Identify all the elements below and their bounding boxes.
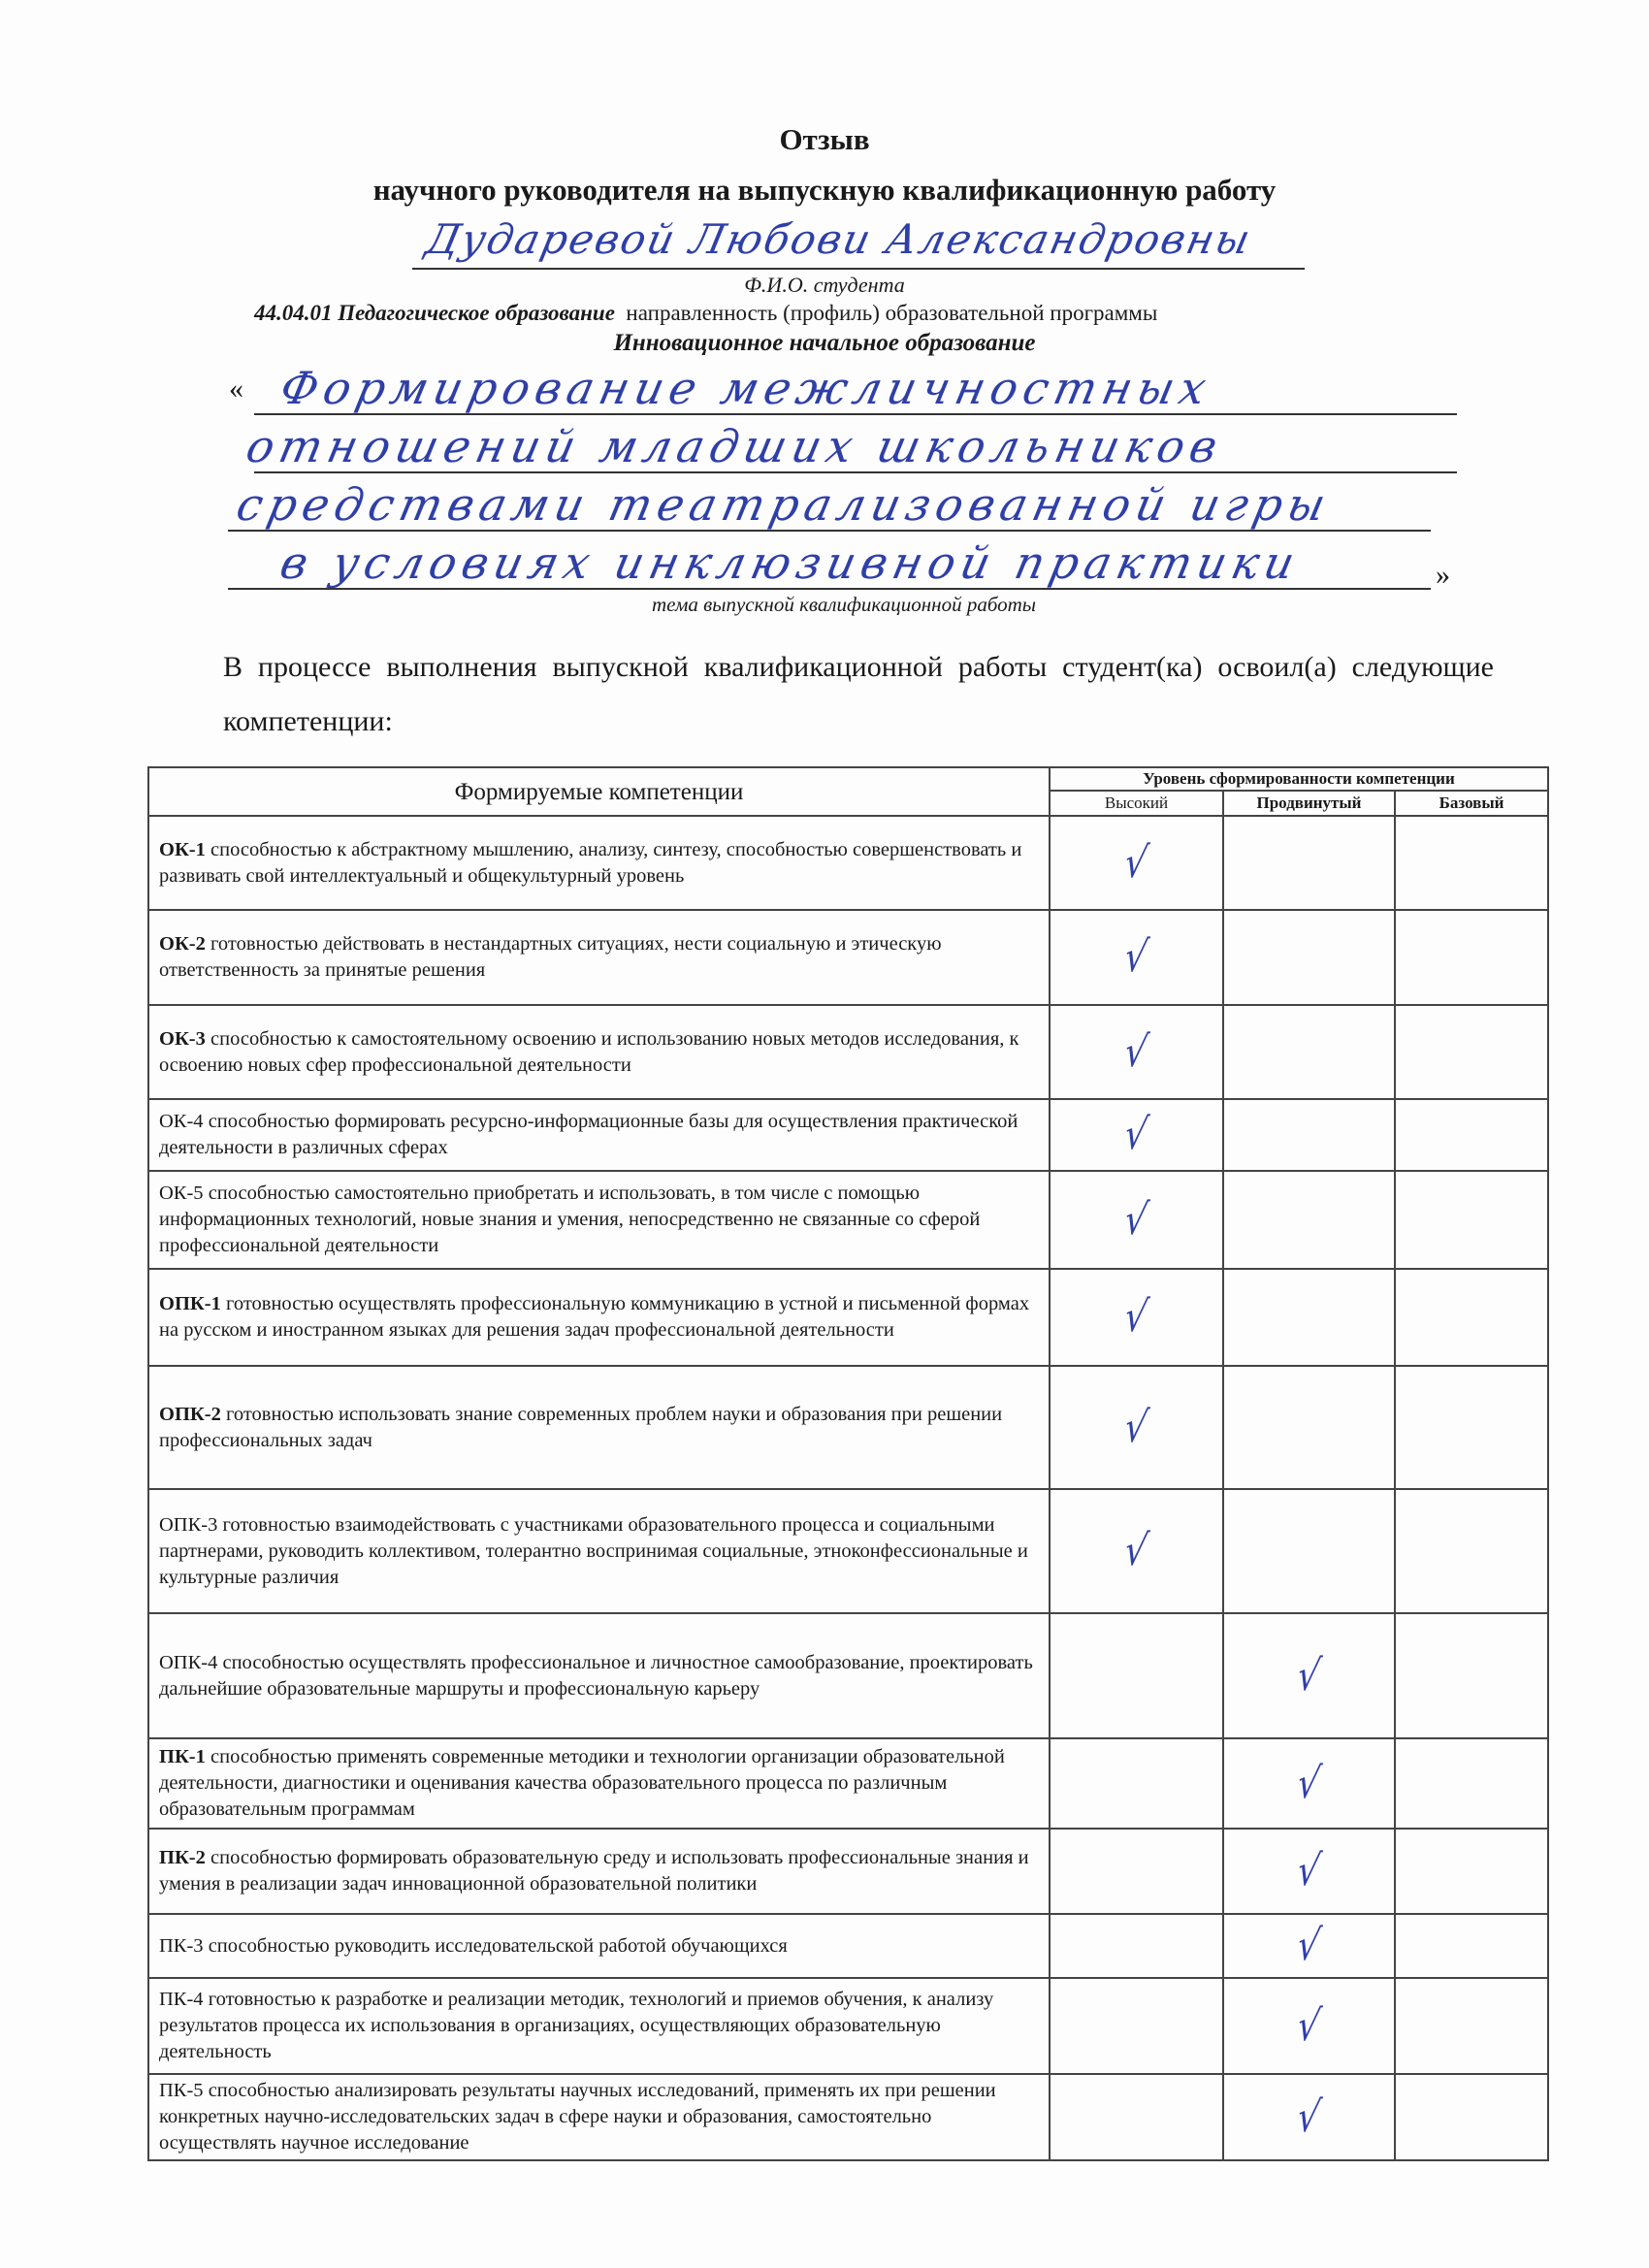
- level-cell-high: [1050, 1829, 1223, 1914]
- competence-description: готовностью осуществлять профессиональную коммуникацию в устной и письменной формах на русском и иностранном языках для решения задач профессиональной деятельности: [159, 1293, 1030, 1341]
- level-cell-advanced: [1223, 1738, 1395, 1829]
- program-code: 44.04.01 Педагогическое образование: [254, 301, 615, 325]
- header-level: Уровень сформированности компетенции: [1050, 767, 1548, 791]
- check-mark-icon: √: [1120, 1292, 1152, 1342]
- competence-description: способностью анализировать результаты научных исследований, применять их при решении конкретных научно-исследовательских задач в сфере науки и образования, самостоятельно осуществлять научное исследование: [159, 2080, 996, 2154]
- competence-code: ОПК-2: [159, 1403, 221, 1425]
- level-cell-high: [1050, 1978, 1223, 2074]
- level-cell-basic: [1395, 1171, 1548, 1269]
- competence-description: способностью руководить исследовательской работой обучающихся: [203, 1934, 788, 1957]
- topic-rule-3: [228, 530, 1431, 532]
- header-level-advanced: Продвинутый: [1223, 791, 1395, 816]
- check-mark-icon: √: [1120, 1402, 1152, 1452]
- competence-row: [148, 1978, 1548, 2074]
- competence-row: [148, 1171, 1548, 1269]
- quote-close: »: [1436, 559, 1450, 591]
- topic-rule-1: [254, 413, 1457, 415]
- level-cell-basic: [1395, 1366, 1548, 1489]
- header-competence: Формируемые компетенции: [148, 767, 1050, 816]
- competence-description: готовностью взаимодействовать с участниками образовательного процесса и социальными партнерами, руководить коллективом, толерантно воспринимая социальные, этноконфессиональные и культурные различия: [159, 1513, 1028, 1588]
- competence-row: [148, 1738, 1548, 1829]
- check-mark-icon: √: [1293, 1650, 1325, 1701]
- level-cell-advanced: [1223, 910, 1395, 1005]
- competence-code: ПК-4: [159, 1989, 204, 2010]
- student-name-caption: Ф.И.О. студента: [744, 273, 905, 297]
- check-mark-icon: √: [1293, 1758, 1325, 1808]
- competence-row: [148, 1613, 1548, 1738]
- level-cell-basic: [1395, 1099, 1548, 1171]
- competence-row: [148, 1099, 1548, 1171]
- level-cell-basic: [1395, 1005, 1548, 1099]
- level-cell-advanced: [1223, 1978, 1395, 2074]
- intro-paragraph: В процессе выполнения выпускной квалификационной работы студент(ка) освоил(а) следующие компетенции:: [223, 651, 1494, 737]
- level-cell-high: [1050, 1099, 1223, 1171]
- competence-code: ПК-1: [159, 1746, 206, 1767]
- competence-cell: [148, 1005, 1050, 1099]
- level-cell-advanced: [1223, 1489, 1395, 1613]
- competence-description: способностью формировать ресурсно-информационные базы для осуществления практической деятельности в различных сферах: [159, 1111, 1018, 1158]
- competence-description: способностью формировать образовательную среду и использовать профессиональные знания и умения в реализации задач инновационной образовательной политики: [159, 1847, 1029, 1895]
- competence-row: [148, 1366, 1548, 1489]
- topic-rule-2: [254, 471, 1457, 473]
- check-mark-icon: √: [1120, 1110, 1152, 1159]
- check-mark-icon: √: [1293, 2091, 1325, 2142]
- competence-code: ОК-1: [159, 838, 206, 860]
- level-cell-basic: [1395, 1978, 1548, 2074]
- competence-code: ОК-4: [159, 1111, 204, 1132]
- competence-row: [148, 1489, 1548, 1613]
- level-cell-basic: [1395, 1489, 1548, 1613]
- competence-description: способностью самостоятельно приобретать и использовать, в том числе с помощью информационных технологий, новые знания и умения, непосредственно не связанные со сферой профессиональной деятельности: [159, 1183, 981, 1256]
- competence-row: [148, 816, 1548, 910]
- competence-code: ОК-3: [159, 1027, 206, 1050]
- competence-description: способностью к самостоятельному освоению и использованию новых методов исследования, к освоению новых сфер профессиональной деятельности: [159, 1027, 1019, 1076]
- level-cell-high: [1050, 1738, 1223, 1829]
- program-profile: Инновационное начальное образование: [613, 330, 1036, 356]
- competence-description: готовностью к разработке и реализации методик, технологий и приемов обучения, к анализу результатов процесса их использования в организациях, осуществляющих образовательную деятельность: [159, 1989, 994, 2062]
- check-mark-icon: √: [1120, 1026, 1152, 1077]
- competence-description: способностью применять современные методики и технологии организации образовательной деятельности, диагностики и оценивания качества образовательного процесса по различным образовательным программам: [159, 1746, 1005, 1820]
- competence-cell: [148, 1489, 1050, 1613]
- competence-row: [148, 1005, 1548, 1099]
- student-name-line: [412, 268, 1305, 270]
- header-level-basic: Базовый: [1395, 791, 1548, 816]
- level-cell-basic: [1395, 1613, 1548, 1738]
- competence-code: ПК-5: [159, 2080, 204, 2101]
- quote-open: «: [229, 373, 243, 405]
- competence-row: [148, 1829, 1548, 1914]
- check-mark-icon: √: [1293, 2000, 1325, 2051]
- level-cell-advanced: [1223, 1171, 1395, 1269]
- topic-rule-4: [228, 588, 1431, 590]
- level-cell-high: [1050, 1914, 1223, 1978]
- competence-row: [148, 1914, 1548, 1978]
- level-cell-advanced: [1223, 816, 1395, 910]
- competence-code: ОПК-1: [159, 1293, 221, 1314]
- competence-code: ОК-2: [159, 933, 206, 955]
- competence-row: [148, 1269, 1548, 1366]
- topic-line-2: отношений младших школьников: [242, 420, 1228, 472]
- competence-cell: [148, 1978, 1050, 2074]
- level-cell-advanced: [1223, 1613, 1395, 1738]
- competence-cell: [148, 1613, 1050, 1738]
- check-mark-icon: √: [1293, 1921, 1325, 1970]
- level-cell-high: [1050, 910, 1223, 1005]
- check-mark-icon: √: [1293, 1846, 1325, 1895]
- level-cell-high: [1050, 1366, 1223, 1489]
- competence-cell: [148, 2074, 1050, 2160]
- competence-code: ОПК-4: [159, 1651, 218, 1673]
- competence-code: ПК-2: [159, 1847, 206, 1868]
- level-cell-basic: [1395, 1914, 1548, 1978]
- level-cell-high: [1050, 816, 1223, 910]
- competence-row: [148, 2074, 1548, 2160]
- competence-row: [148, 910, 1548, 1005]
- document-title: Отзыв: [779, 122, 870, 156]
- competence-cell: [148, 1366, 1050, 1489]
- program-line: [254, 300, 1157, 326]
- competence-cell: [148, 910, 1050, 1005]
- level-cell-advanced: [1223, 1829, 1395, 1914]
- level-cell-advanced: [1223, 1099, 1395, 1171]
- level-cell-basic: [1395, 816, 1548, 910]
- competence-description: способностью к абстрактному мышлению, анализу, синтезу, способностью совершенствовать и развивать свой интеллектуальный и общекультурный уровень: [159, 838, 1022, 887]
- competence-cell: [148, 1738, 1050, 1829]
- competence-cell: [148, 816, 1050, 910]
- level-cell-basic: [1395, 1738, 1548, 1829]
- competence-cell: [148, 1829, 1050, 1914]
- header-level-high: Высокий: [1050, 791, 1223, 816]
- competence-description: готовностью действовать в нестандартных ситуациях, нести социальную и этическую ответственность за принятые решения: [159, 933, 942, 981]
- level-cell-advanced: [1223, 1269, 1395, 1366]
- competence-code: ОК-5: [159, 1183, 204, 1204]
- document-subtitle: научного руководителя на выпускную квалификационную работу: [372, 173, 1277, 207]
- competence-description: готовностью использовать знание современных проблем науки и образования при решении профессиональных задач: [159, 1403, 1003, 1451]
- check-mark-icon: √: [1120, 1194, 1152, 1245]
- level-cell-advanced: [1223, 1005, 1395, 1099]
- topic-line-3: средствами театрализованной игры: [232, 478, 1337, 531]
- competence-code: ПК-3: [159, 1934, 204, 1957]
- level-cell-basic: [1395, 2074, 1548, 2160]
- topic-line-4: в условиях инклюзивной практики: [275, 536, 1306, 589]
- level-cell-basic: [1395, 910, 1548, 1005]
- level-cell-advanced: [1223, 1366, 1395, 1489]
- topic-line-1: Формирование межличностных: [275, 362, 1217, 414]
- competence-cell: [148, 1171, 1050, 1269]
- level-cell-advanced: [1223, 2074, 1395, 2160]
- check-mark-icon: √: [1120, 1526, 1152, 1575]
- student-name-handwritten: Дударевой Любови Александровны: [421, 215, 1256, 263]
- competence-table: [147, 766, 1549, 2161]
- check-mark-icon: √: [1120, 837, 1152, 888]
- level-cell-high: [1050, 2074, 1223, 2160]
- level-cell-high: [1050, 1005, 1223, 1099]
- competence-cell: [148, 1269, 1050, 1366]
- level-cell-high: [1050, 1489, 1223, 1613]
- level-cell-high: [1050, 1269, 1223, 1366]
- competence-cell: [148, 1099, 1050, 1171]
- program-rest: направленность (профиль) образовательной программы: [626, 301, 1158, 325]
- level-cell-high: [1050, 1613, 1223, 1738]
- level-cell-advanced: [1223, 1914, 1395, 1978]
- competence-code: ОПК-3: [159, 1513, 218, 1536]
- level-cell-basic: [1395, 1269, 1548, 1366]
- level-cell-basic: [1395, 1829, 1548, 1914]
- check-mark-icon: √: [1120, 932, 1152, 982]
- competence-description: способностью осуществлять профессиональное и личностное самообразование, проектировать дальнейшие образовательные маршруты и профессиональную карьеру: [159, 1651, 1033, 1700]
- topic-caption: тема выпускной квалификационной работы: [651, 593, 1036, 616]
- competence-cell: [148, 1914, 1050, 1978]
- level-cell-high: [1050, 1171, 1223, 1269]
